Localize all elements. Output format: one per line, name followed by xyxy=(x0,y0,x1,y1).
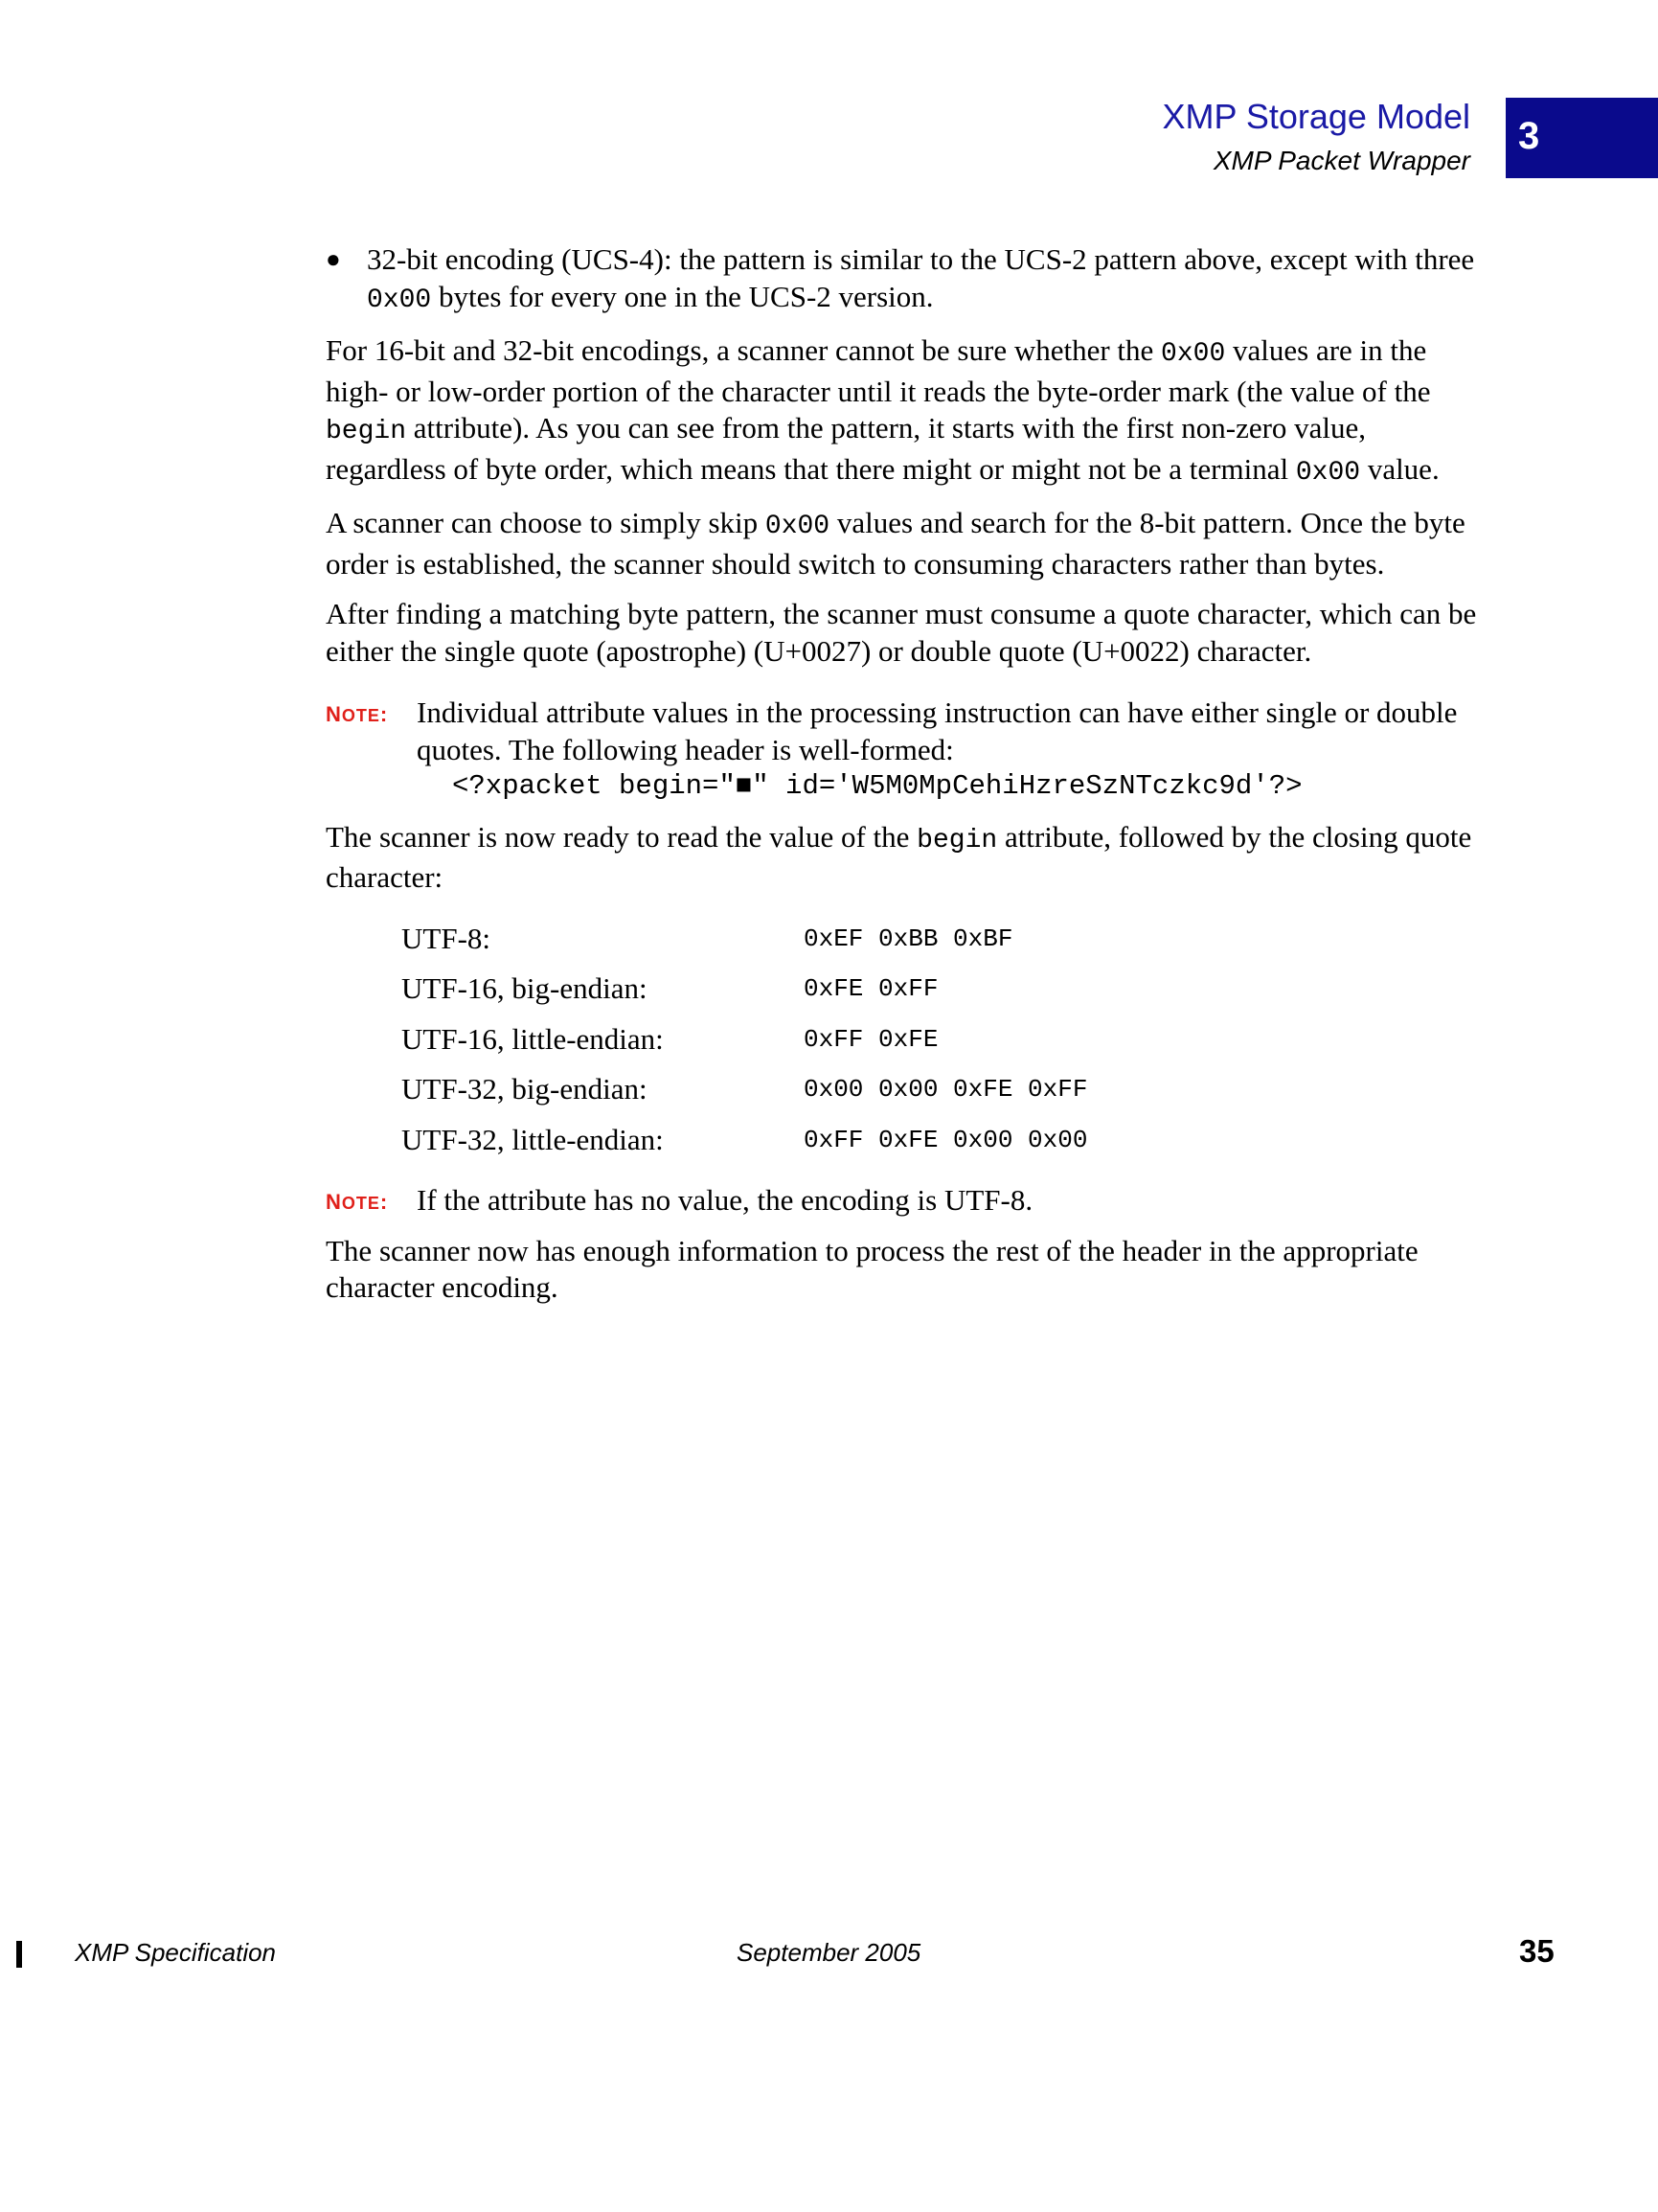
note-label-initial: N xyxy=(326,702,342,726)
paragraph-text: A scanner can choose to simply skip xyxy=(326,506,765,539)
paragraph-text: values are in the high- or low-order portion of the character until it reads the byte-order mark (the value of the xyxy=(326,333,1431,408)
encoding-bytes: 0xEF 0xBB 0xBF xyxy=(804,924,1013,953)
bullet-text: bytes for every one in the UCS-2 version. xyxy=(431,279,934,313)
paragraph-text: For 16-bit and 32-bit encodings, a scanner cannot be sure whether the xyxy=(326,333,1162,367)
encoding-row xyxy=(401,1064,1489,1115)
bullet-item xyxy=(326,241,1489,319)
paragraph xyxy=(326,819,1489,897)
paragraph: After finding a matching byte pattern, the scanner must consume a quote character, which can be either the single quote (apostrophe) (U+0027) or double quote (U+0022) character. xyxy=(326,597,1477,668)
note-label-colon: : xyxy=(379,1190,389,1214)
note-label-rest: OTE xyxy=(341,1194,380,1213)
paragraph: The scanner now has enough information to process the rest of the header in the appropriate character encoding. xyxy=(326,1233,1419,1304)
change-bar xyxy=(16,1941,22,1968)
bullet-text: 32-bit encoding (UCS-4): the pattern is similar to the UCS-2 pattern above, except with three xyxy=(367,242,1475,276)
note-block xyxy=(326,1182,1489,1220)
code-example: <?xpacket begin="■" id='W5M0MpCehiHzreSzNTczkc9d'?> xyxy=(452,770,1303,802)
encoding-row xyxy=(401,964,1489,1015)
note-label-rest: OTE xyxy=(341,706,380,725)
code-inline: 0x00 xyxy=(1295,457,1361,488)
encoding-table xyxy=(401,914,1489,1166)
paragraph-text: attribute, followed by the closing quote character: xyxy=(326,819,1472,894)
note-label-colon: : xyxy=(379,702,389,726)
paragraph xyxy=(326,332,1489,491)
encoding-bytes: 0x00 0x00 0xFE 0xFF xyxy=(804,1075,1088,1104)
bullet-icon: ● xyxy=(326,245,341,273)
paragraph-text: value. xyxy=(1360,451,1440,486)
paragraph-text: The scanner is now ready to read the value of the xyxy=(326,819,918,854)
encoding-name: UTF-16, big-endian: xyxy=(401,971,647,1005)
note-text: Individual attribute values in the processing instruction can have either single or double quotes. The following header is well-formed: xyxy=(417,696,1458,766)
encoding-bytes: 0xFF 0xFE xyxy=(804,1024,939,1054)
encoding-name: UTF-8: xyxy=(401,921,490,955)
encoding-name: UTF-32, big-endian: xyxy=(401,1072,647,1106)
footer-doc-title: XMP Specification xyxy=(75,1938,277,1967)
chapter-tab xyxy=(1506,98,1658,178)
footer-date: September 2005 xyxy=(737,1938,921,1967)
encoding-row xyxy=(401,914,1489,965)
encoding-row xyxy=(401,1115,1489,1166)
code-inline: 0x00 xyxy=(764,512,830,541)
code-inline: begin xyxy=(326,417,407,446)
code-inline: 0x00 xyxy=(367,285,432,315)
encoding-name: UTF-32, little-endian: xyxy=(401,1122,664,1156)
note-label xyxy=(326,696,388,735)
running-header-subtitle: XMP Packet Wrapper xyxy=(1213,146,1470,175)
note-text: If the attribute has no value, the encoding is UTF-8. xyxy=(417,1183,1033,1217)
encoding-bytes: 0xFF 0xFE 0x00 0x00 xyxy=(804,1125,1088,1154)
paragraph-text: values and search for the 8-bit pattern. Once the byte order is established, the scanner should switch to consuming characters rather than bytes. xyxy=(326,506,1465,581)
note-label xyxy=(326,1184,388,1222)
running-header-title: XMP Storage Model xyxy=(1162,97,1470,136)
paragraph xyxy=(326,505,1489,582)
paragraph-text: attribute). As you can see from the pattern, it starts with the first non-zero value, regardless of byte order, which means that there might or might not be a terminal xyxy=(326,411,1367,486)
encoding-bytes: 0xFE 0xFF xyxy=(804,974,939,1003)
page-number: 35 xyxy=(1519,1933,1555,1969)
note-block xyxy=(326,695,1489,806)
code-inline: begin xyxy=(917,825,998,855)
code-inline: 0x00 xyxy=(1161,339,1226,369)
page-body xyxy=(326,241,1489,1320)
note-label-initial: N xyxy=(326,1190,342,1214)
encoding-row xyxy=(401,1015,1489,1065)
encoding-name: UTF-16, little-endian: xyxy=(401,1021,664,1056)
chapter-number: 3 xyxy=(1518,115,1540,157)
